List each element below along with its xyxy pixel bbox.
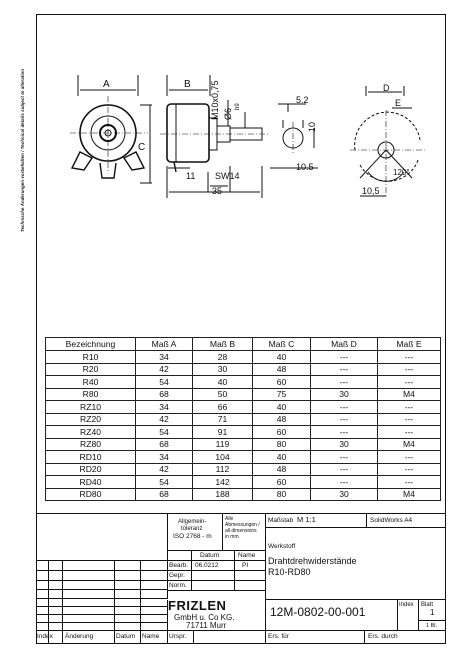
side-note-text: Technische Änderungen vorbehalten / Technical details subject to alteration — [20, 68, 25, 232]
cell: 68 — [136, 488, 193, 501]
cell: RD20 — [46, 463, 136, 476]
cell: --- — [378, 451, 441, 464]
scale-value: M 1:1 — [297, 515, 316, 524]
cell: --- — [311, 463, 378, 476]
table-row — [46, 413, 441, 426]
cell: 60 — [253, 476, 311, 489]
header-mass-c: Maß C — [253, 338, 311, 351]
cell: 54 — [136, 426, 193, 439]
cell: RZ10 — [46, 401, 136, 414]
header-mass-a: Maß A — [136, 338, 193, 351]
cell: 42 — [136, 413, 193, 426]
footer-replaces: Ers. für — [268, 633, 289, 640]
cell: RZ40 — [46, 426, 136, 439]
dim-10-5: 10.5 — [296, 162, 314, 172]
table-row — [46, 426, 441, 439]
cell: 30 — [193, 363, 253, 376]
header-mass-e: Maß E — [378, 338, 441, 351]
cell: RD10 — [46, 451, 136, 464]
cell: 34 — [136, 351, 193, 364]
footer-date: Datum — [116, 633, 136, 640]
cell: 34 — [136, 451, 193, 464]
cell: 40 — [253, 451, 311, 464]
cell: RD40 — [46, 476, 136, 489]
cell: 91 — [193, 426, 253, 439]
dim-10-5-mount: 10,5 — [362, 186, 380, 196]
cell: --- — [378, 376, 441, 389]
cell: 119 — [193, 438, 253, 451]
cell: --- — [311, 476, 378, 489]
cell: 30 — [311, 438, 378, 451]
footer-name: Name — [142, 633, 160, 640]
table-row — [46, 463, 441, 476]
table-row — [46, 376, 441, 389]
cell: 48 — [253, 463, 311, 476]
cell: 48 — [253, 363, 311, 376]
cell: RZ20 — [46, 413, 136, 426]
dim-c: C — [138, 142, 146, 153]
cell: --- — [311, 363, 378, 376]
table-row — [46, 451, 441, 464]
sheet-total: 1 Bl. — [426, 623, 438, 629]
scale-label: Maßstab — [268, 517, 294, 524]
cell: 60 — [253, 426, 311, 439]
company-name: GmbH u. Co KG. — [174, 613, 235, 622]
header-mass-d: Maß D — [311, 338, 378, 351]
drawing-subtitle: R10-RD80 — [268, 567, 311, 577]
table-row — [46, 401, 441, 414]
cell: --- — [311, 376, 378, 389]
date-header: Datum — [200, 552, 220, 559]
cell: --- — [311, 351, 378, 364]
footer-change: Änderung — [65, 633, 94, 640]
standard-label: Norm. — [169, 582, 187, 589]
header-mass-b: Maß B — [193, 338, 253, 351]
cell: 68 — [136, 438, 193, 451]
cell: 71 — [193, 413, 253, 426]
dimensions-note-4: in mm — [225, 534, 239, 540]
dim-sw14: SW14 — [215, 171, 240, 181]
table-row — [46, 351, 441, 364]
drawn-label: Bearb. — [169, 562, 189, 569]
cell: 60 — [253, 376, 311, 389]
dimensions-note-1: Alle — [225, 516, 234, 522]
cell: R10 — [46, 351, 136, 364]
cell: 40 — [253, 351, 311, 364]
cell: 75 — [253, 388, 311, 401]
cell: 54 — [136, 376, 193, 389]
cell: 48 — [253, 413, 311, 426]
cell: --- — [378, 351, 441, 364]
dim-shaft-diameter: Ø6 — [223, 107, 233, 120]
drawing-title: Drahtdrehwiderstände — [268, 556, 357, 566]
cell: --- — [378, 426, 441, 439]
cell: 188 — [193, 488, 253, 501]
cell: 80 — [253, 488, 311, 501]
table-row — [46, 363, 441, 376]
dim-35: 35 — [212, 186, 223, 196]
company-logo: FRIZLEN — [168, 598, 227, 613]
cell: 40 — [193, 376, 253, 389]
cell: 40 — [253, 401, 311, 414]
mounting-view — [350, 86, 425, 198]
material-label: Werkstoff — [268, 543, 296, 550]
shaft-end-view — [270, 104, 318, 168]
cell: RZ80 — [46, 438, 136, 451]
cell: 30 — [311, 488, 378, 501]
cell: 42 — [136, 463, 193, 476]
cell: --- — [378, 401, 441, 414]
dim-5-2: 5.2 — [296, 95, 309, 105]
company-city: 71711 Murr — [186, 621, 227, 630]
dim-10: 10 — [307, 121, 317, 132]
cell: 80 — [253, 438, 311, 451]
tolerance-line-1: Allgemein- — [178, 519, 207, 525]
cell: 54 — [136, 476, 193, 489]
tolerance-iso: ISO 2768 - m — [173, 533, 212, 540]
table-row — [46, 388, 441, 401]
cell: --- — [378, 463, 441, 476]
cell: 30 — [311, 388, 378, 401]
dimensions-note-3: all dimensions — [225, 528, 257, 534]
sheet-label: Blatt — [421, 602, 434, 608]
table-row — [46, 438, 441, 451]
cell: 68 — [136, 388, 193, 401]
cell: 112 — [193, 463, 253, 476]
index-label: Index — [399, 602, 414, 608]
cell: --- — [378, 476, 441, 489]
dim-b: B — [184, 79, 191, 90]
dim-thread: M10x0,75 — [210, 80, 220, 120]
cell: 142 — [193, 476, 253, 489]
header-bezeichnung: Bezeichnung — [46, 338, 136, 351]
dim-shaft-tolerance: h9 — [235, 103, 241, 110]
cell: M4 — [378, 388, 441, 401]
cell: --- — [311, 451, 378, 464]
dim-11: 11 — [186, 171, 196, 181]
cell: 28 — [193, 351, 253, 364]
table-row — [46, 476, 441, 489]
cell: 42 — [136, 363, 193, 376]
cell: M4 — [378, 488, 441, 501]
software-format: SolidWorks A4 — [370, 517, 413, 524]
footer-index: Index — [37, 633, 53, 640]
cell: R80 — [46, 388, 136, 401]
footer-replaced-by: Ers. durch — [368, 633, 398, 640]
dimensions-table — [45, 337, 441, 501]
sheet-number: 1 — [430, 608, 435, 617]
table-row — [46, 488, 441, 501]
checked-label: Gepr. — [169, 572, 185, 579]
cell: --- — [311, 426, 378, 439]
cell: --- — [378, 413, 441, 426]
footer-origin: Urspr. — [169, 633, 187, 640]
cell: 104 — [193, 451, 253, 464]
dim-e: E — [395, 98, 402, 108]
dimensions-note-2: Abmessungen / — [225, 522, 260, 528]
dim-d: D — [383, 83, 390, 93]
cell: R20 — [46, 363, 136, 376]
cell: M4 — [378, 438, 441, 451]
cell: --- — [311, 401, 378, 414]
cell: --- — [311, 413, 378, 426]
drawn-name: PI — [242, 562, 249, 569]
cell: R40 — [46, 376, 136, 389]
cell: 66 — [193, 401, 253, 414]
front-view — [70, 75, 152, 183]
cell: RD80 — [46, 488, 136, 501]
drawing-number: 12M-0802-00-001 — [270, 605, 366, 619]
dim-angle: 120° — [393, 168, 410, 177]
cell: 50 — [193, 388, 253, 401]
cell: 34 — [136, 401, 193, 414]
cell: --- — [378, 363, 441, 376]
drawn-date: 06.0212 — [195, 562, 219, 569]
table-header-row — [46, 338, 441, 351]
tolerance-line-2: toleranz — [181, 526, 203, 532]
name-header: Name — [238, 552, 256, 559]
dim-a: A — [103, 79, 110, 90]
